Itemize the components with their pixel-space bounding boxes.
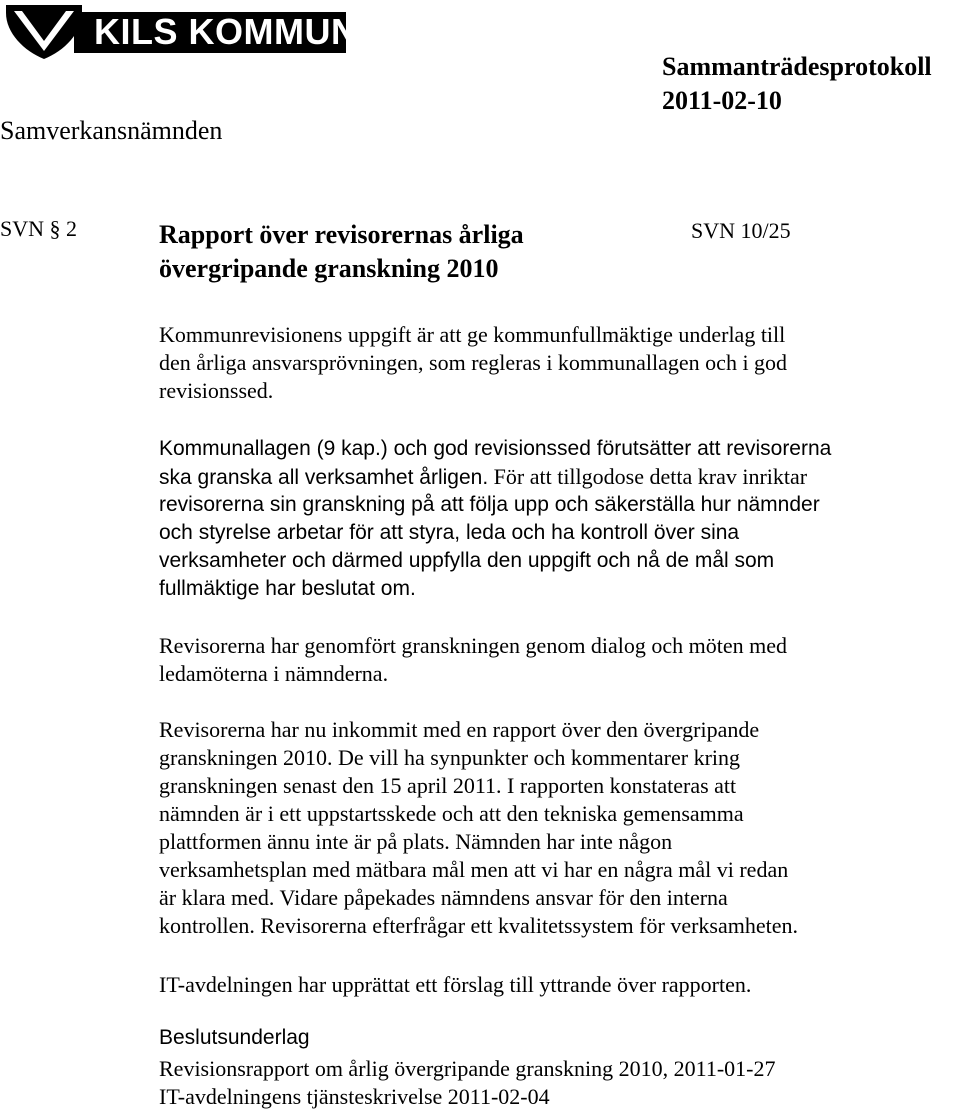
text-line	[159, 463, 831, 492]
paragraph-5	[159, 971, 751, 999]
paragraph-2	[159, 435, 831, 492]
paragraph-4	[159, 716, 798, 940]
text-line: är klara med. Vidare påpekades nämndens ansvar för den interna	[159, 885, 728, 910]
meeting-date: 2011-02-10	[662, 86, 782, 115]
basis-item: Revisionsrapport om årlig övergripande granskning 2010, 2011-01-27	[159, 1056, 776, 1081]
paragraph-symbol: §	[49, 216, 61, 241]
kils-kommun-logo	[4, 3, 358, 57]
paragraph-number: 2	[66, 216, 78, 241]
text-line: verksamhetsplan med mätbara mål men att vi har en några mål vi redan	[159, 857, 789, 882]
text-segment-continuation: För att tillgodose detta krav inriktar	[493, 464, 808, 489]
committee-name: Samverkansnämnden	[0, 116, 223, 145]
item-title-line-2: övergripande granskning 2010	[159, 254, 499, 283]
text-line: den årliga ansvarsprövningen, som regleras i kommunallagen och i god	[159, 350, 788, 375]
paragraph-3	[159, 632, 787, 688]
text-line: och styrelse arbetar för att styra, leda och ha kontroll över sina	[159, 521, 740, 544]
section-reference	[0, 216, 77, 242]
text-line: revisorerna sin granskning på att följa upp och säkerställa hur nämnder	[159, 493, 820, 516]
logo-text: KILS KOMMUN	[94, 11, 358, 52]
text-line: granskningen senast den 15 april 2011. I rapporten konstateras att	[159, 773, 737, 798]
text-line: verksamheter och därmed uppfylla den uppgift och nå de mål som	[159, 549, 775, 572]
document-type: Sammanträdesprotokoll	[662, 52, 932, 81]
shield-icon	[4, 3, 84, 61]
text-line: Kommunallagen (9 kap.) och god revisionssed förutsätter att revisorerna	[159, 437, 832, 460]
paragraph-2-continued	[159, 491, 820, 603]
basis-heading: Beslutsunderlag	[159, 1026, 310, 1049]
text-segment: ska granska all verksamhet årligen.	[159, 466, 489, 489]
text-line: ledamöterna i nämnderna.	[159, 661, 389, 686]
case-number: SVN 10/25	[691, 218, 791, 243]
basis-item: IT-avdelningens tjänsteskrivelse 2011-02-04	[159, 1084, 550, 1109]
text-line: nämnden är i ett uppstartsskede och att den tekniska gemensamma	[159, 801, 744, 826]
text-line: Revisorerna har genomfört granskningen genom dialog och möten med	[159, 633, 788, 658]
text-line: granskningen 2010. De vill ha synpunkter och kommentarer kring	[159, 745, 741, 770]
item-title-line-1: Rapport över revisorernas årliga	[159, 220, 524, 249]
text-line: fullmäktige har beslutat om.	[159, 577, 416, 600]
text-line: Revisorerna har nu inkommit med en rapport över den övergripande	[159, 717, 760, 742]
text-line: Kommunrevisionens uppgift är att ge kommunfullmäktige underlag till	[159, 322, 786, 347]
item-title	[159, 218, 524, 286]
text-line: plattformen ännu inte är på plats. Nämnden har inte någon	[159, 829, 673, 854]
section-prefix: SVN	[0, 216, 45, 241]
text-line: kontrollen. Revisorerna efterfrågar ett kvalitetssystem för verksamheten.	[159, 913, 798, 938]
text-line: revisionssed.	[159, 378, 274, 403]
text-line: IT-avdelningen har upprättat ett förslag till yttrande över rapporten.	[159, 972, 752, 997]
basis-list	[159, 1055, 776, 1111]
paragraph-1	[159, 321, 787, 405]
